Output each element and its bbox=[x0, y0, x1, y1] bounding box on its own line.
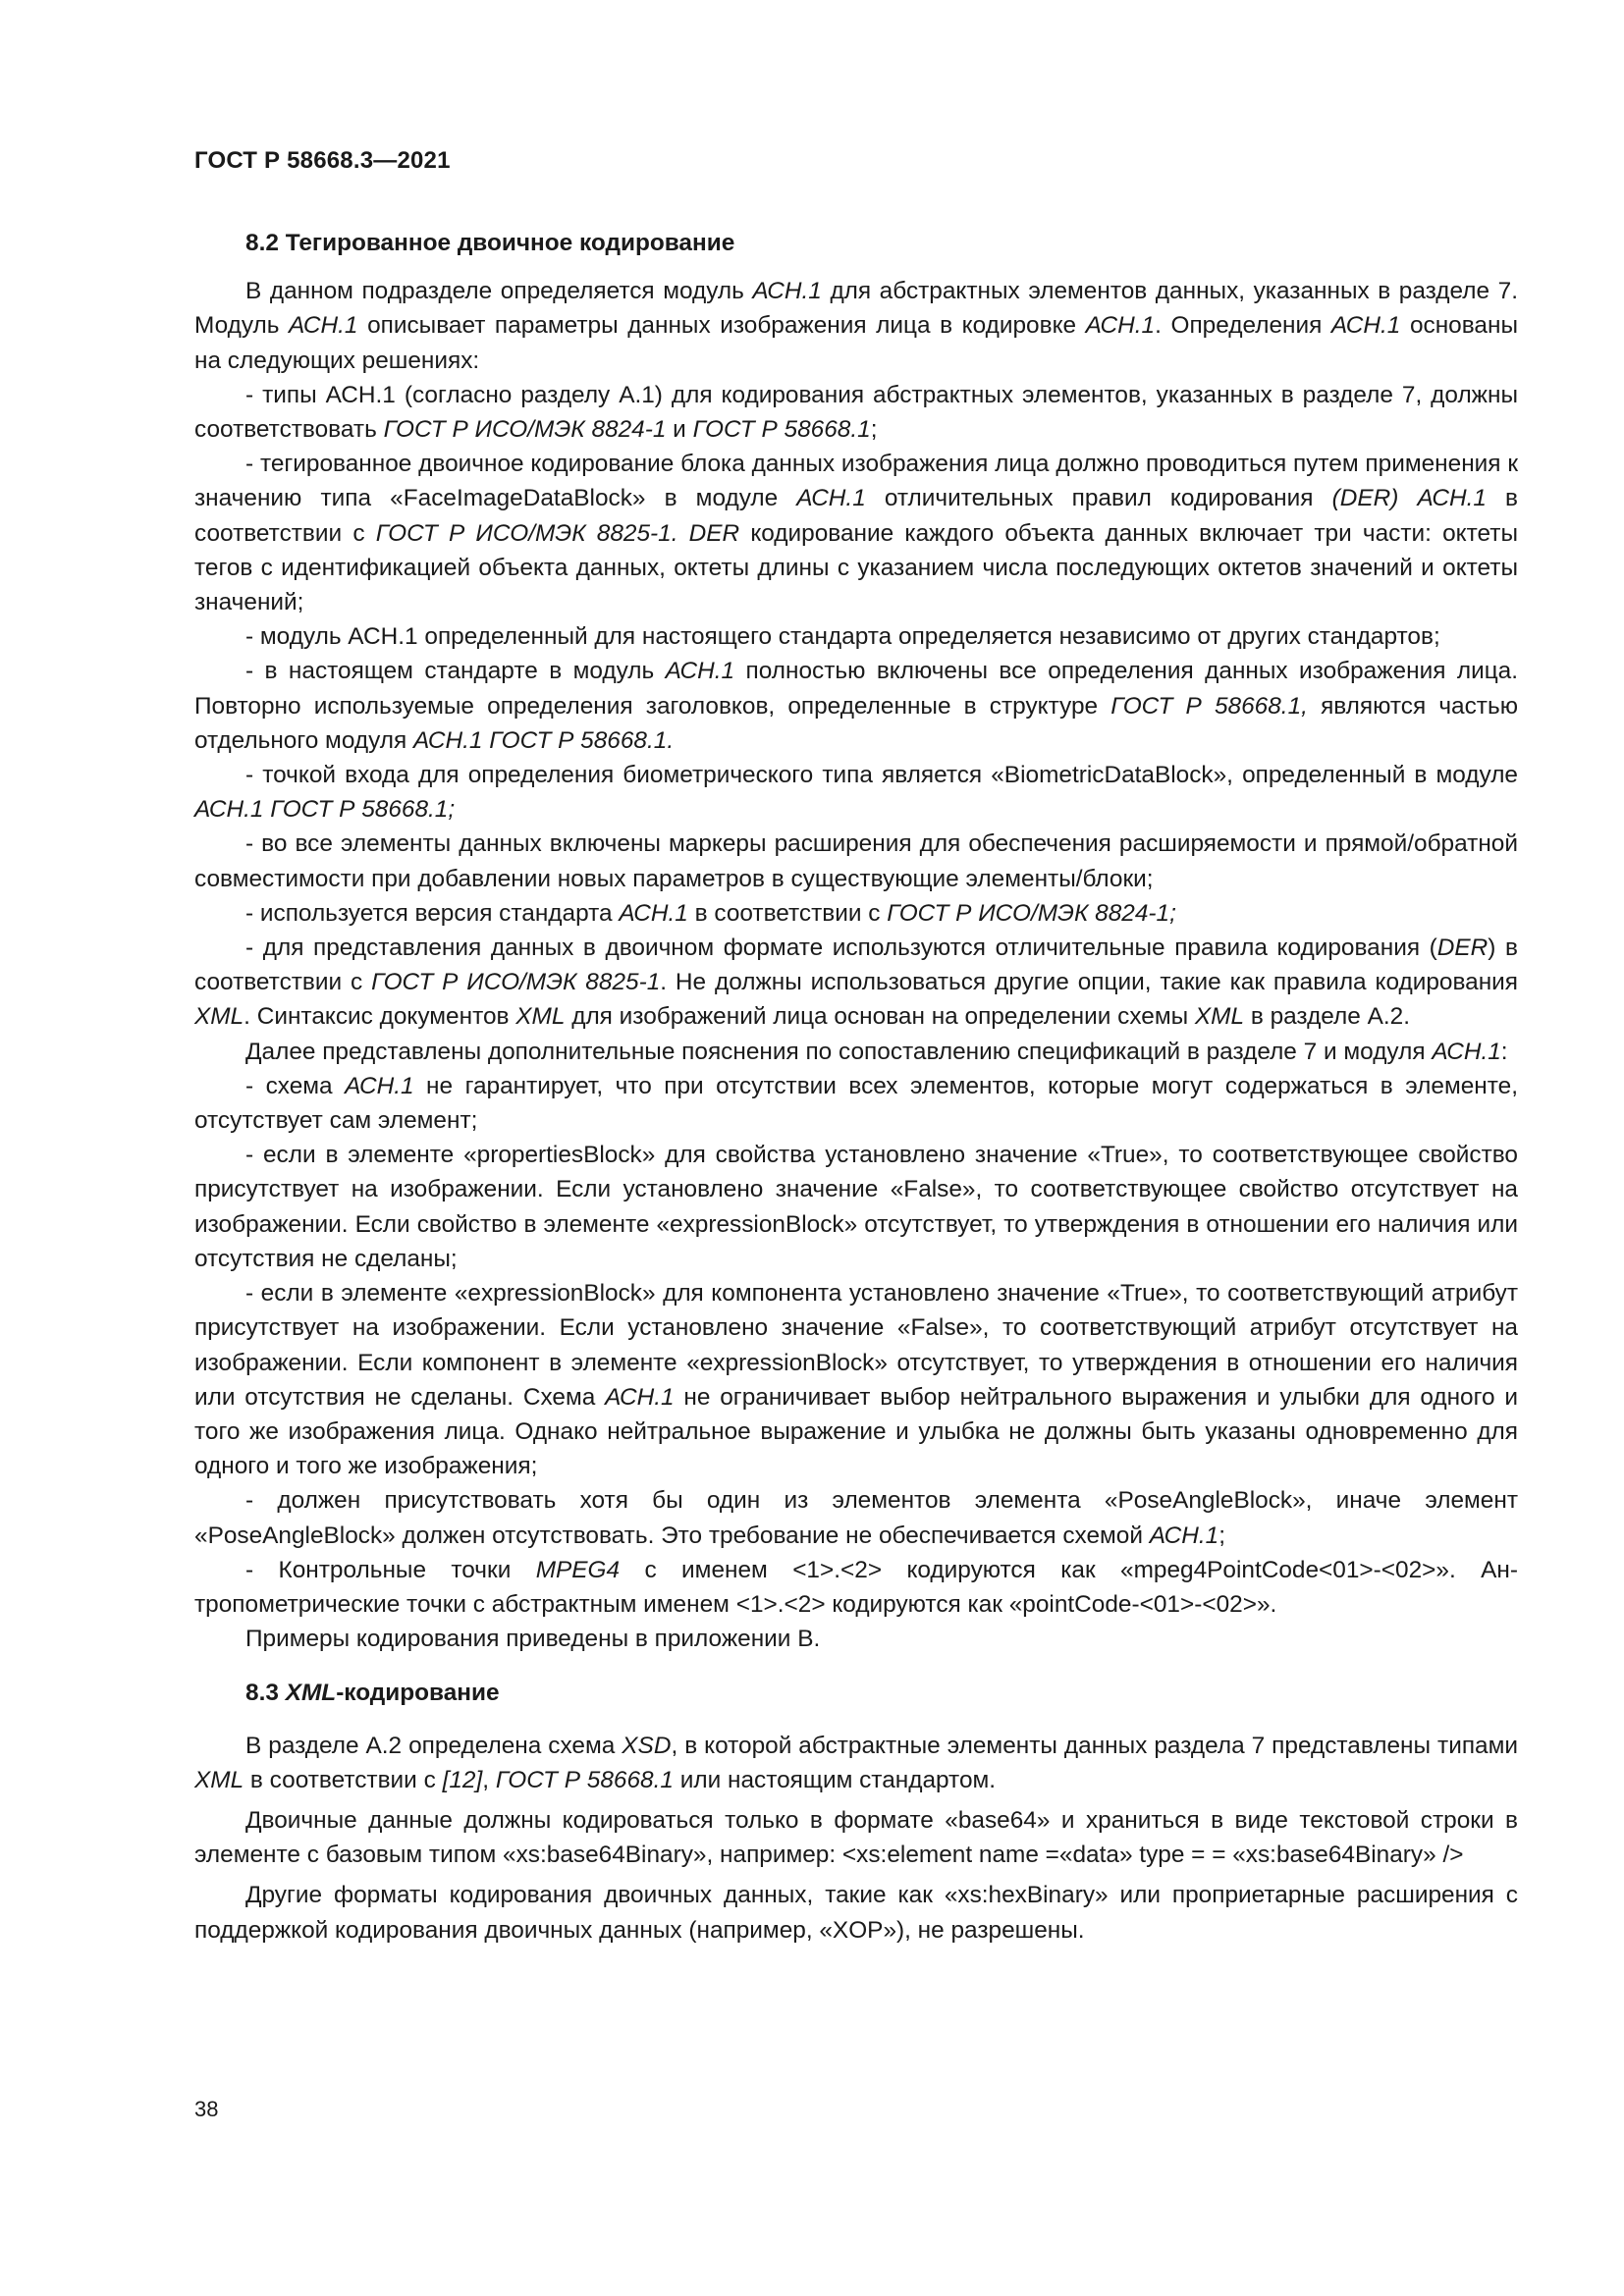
italic-term: АСН.1 bbox=[1085, 312, 1156, 340]
paragraph: - во все элементы данных включены маркеры расширения для обеспечения расширяемости и прямой/обратной совместимости при добавлении новых параметров в существующие элементы/блоки; bbox=[194, 830, 1518, 892]
italic-term: XML bbox=[194, 1766, 244, 1793]
paragraph: - для представления данных в двоичном формате используются отличительные правила кодирования (DER) в соответствии с ГОСТ Р ИСО/МЭК 8825-1. Не должны использоваться другие опции, такие как правила кодирования XML. Синтаксис документов XML для изображений лица основан на определении схемы XML в разделе А.2. bbox=[194, 934, 1519, 1031]
italic-term: XML bbox=[194, 1003, 244, 1031]
paragraph: - если в элементе «expressionBlock» для компонента установлено значение «True», то соответствующий атрибут присутствует на изображении. Если установлено значение «False», то соответствующий атрибут отсутствует на изображении. Если компонент в элементе «expressionBlock» отсутствует, то утверждения в отношении его наличия или отсутствия не сделаны. Схема АСН.1 не ограничивает выбор нейтрального выражения и улыбки для одного и того же изображения лица. Однако нейтральное выражение и улыбка не должны быть указаны одновременно для одного и того же изображения; bbox=[194, 1280, 1518, 1480]
italic-term: АСН.1 bbox=[1432, 1038, 1501, 1065]
italic-term: [12] bbox=[442, 1766, 483, 1793]
italic-term: ГОСТ Р 58668.1 bbox=[495, 1766, 674, 1793]
italic-term: ГОСТ Р ИСО/МЭК 8825-1 bbox=[371, 969, 661, 996]
italic-term: ГОСТ Р ИСО/МЭК 8825-1. DER bbox=[375, 519, 740, 547]
italic-term: ГОСТ Р ИСО/МЭК 8824-1 bbox=[383, 416, 667, 444]
section-8-2-body bbox=[194, 274, 1518, 1656]
paragraph: - точкой входа для определения биометрического типа является «BiometricDataBlock», определенный в модуле АСН.1 ГОСТ Р 58668.1; bbox=[194, 762, 1518, 824]
paragraph: Двоичные данные должны кодироваться только в формате «base64» и храниться в виде текстовой строки в элементе с базовым типом «xs:base64Binary», например: <xs:element name =«data» type = = «xs:base64Binary» /> bbox=[194, 1806, 1518, 1869]
paragraph: Далее представлены дополнительные пояснения по сопоставлению спецификаций в разделе 7 и модуля АСН.1: bbox=[245, 1038, 1508, 1065]
italic-term: АСН.1 bbox=[345, 1072, 414, 1099]
italic-term: ГОСТ Р 58668.1, bbox=[1110, 692, 1308, 720]
section-8-2-heading: 8.2 Тегированное двоичное кодирование bbox=[245, 230, 735, 256]
paragraph: Другие форматы кодирования двоичных данных, такие как «xs:hexBinary» или проприетарные расширения с поддержкой кодирования двоичных данных (например, «XOP»), не разрешены. bbox=[194, 1882, 1518, 1944]
paragraph: - типы АСН.1 (согласно разделу А.1) для кодирования абстрактных элементов, указанных в разделе 7, должны соответствовать ГОСТ Р ИСО/МЭК 8824-1 и ГОСТ Р 58668.1; bbox=[194, 381, 1518, 444]
italic-term: (DER) АСН.1 bbox=[1331, 485, 1487, 512]
italic-term: XSD bbox=[622, 1732, 672, 1759]
paragraph: В данном подразделе определяется модуль АСН.1 для абстрактных элементов данных, указанных в разделе 7. Модуль АСН.1 описывает параметры данных изображения лица в кодировке АСН.1. Определения АСН.1 основаны на следующих решениях: bbox=[194, 278, 1519, 374]
paragraph: - должен присутствовать хотя бы один из элементов элемента «PoseAngleBlock», иначе элемент «PoseAngleBlock» должен отсутствовать. Это требование не обеспечивается схемой АСН.1; bbox=[194, 1487, 1518, 1549]
paragraph: В разделе А.2 определена схема XSD, в которой абстрактные элементы данных раздела 7 представлены типами XML в соответствии с [12], ГОСТ Р 58668.1 или настоящим стандартом. bbox=[194, 1732, 1518, 1793]
paragraph: - если в элементе «propertiesBlock» для свойства установлено значение «True», то соответствующее свойство присутствует на изображении. Если установлено значение «False», то соответствующее свойство отсутствует на изображении. Если свойство в элементе «expressionBlock» отсутствует, то утверждения в отношении его наличия или отсутствия не сделаны; bbox=[194, 1142, 1518, 1272]
italic-term: АСН.1 bbox=[665, 658, 735, 685]
italic-term: АСН.1 bbox=[752, 278, 822, 305]
italic-term: АСН.1 bbox=[619, 899, 688, 927]
italic-term: АСН.1 bbox=[289, 312, 358, 340]
italic-term: АСН.1 bbox=[1149, 1522, 1219, 1549]
italic-term: АСН.1 ГОСТ Р 58668.1; bbox=[194, 796, 456, 824]
section-8-3-heading: 8.3 XML-кодирование bbox=[245, 1680, 500, 1707]
paragraph: - тегированное двоичное кодирование блока данных изображения лица должно проводиться путем применения к значению типа «FaceImageDataBlock» в модуле АСН.1 отличительных правил кодирования (DER) АСН.1 в соответствии с ГОСТ Р ИСО/МЭК 8825-1. DER кодирование каждого объекта данных включает три части: октеты тегов с идентификацией объекта данных, октеты длины с указанием числа последующих октетов значений и октеты значений; bbox=[194, 451, 1519, 616]
paragraph: - в настоящем стандарте в модуль АСН.1 полностью включены все определения данных изображения лица. Повторно используемые определения заголовков, определенные в структуре ГОСТ Р 58668.1, являются частью отдельного модуля АСН.1 ГОСТ Р 58668.1. bbox=[194, 658, 1519, 754]
document-body bbox=[194, 226, 1518, 1948]
italic-term: MPEG4 bbox=[535, 1556, 621, 1583]
italic-term: АСН.1 bbox=[1330, 312, 1401, 340]
page-number: 38 bbox=[194, 2097, 219, 2121]
paragraph: - Контрольные точки MPEG4 с именем <1>.<2> кодируются как «mpeg4PointCode<01>-<02>». Антропометрические точки с абстрактным именем <1>.<2> кодируются как «pointCode-<01>-<02>». bbox=[194, 1556, 1518, 1618]
paragraph: Примеры кодирования приведены в приложении В. bbox=[245, 1626, 821, 1653]
italic-term: АСН.1 ГОСТ Р 58668.1. bbox=[412, 726, 675, 754]
italic-term: DER bbox=[1436, 934, 1489, 962]
italic-term: XML bbox=[1194, 1003, 1245, 1031]
section-8-3-body bbox=[194, 1729, 1518, 1948]
paragraph: - схема АСН.1 не гарантирует, что при отсутствии всех элементов, которые могут содержаться в элементе, отсутствует сам элемент; bbox=[194, 1072, 1518, 1135]
italic-term: ГОСТ Р 58668.1 bbox=[692, 416, 871, 444]
italic-term: XML bbox=[515, 1003, 566, 1031]
italic-term: ГОСТ Р ИСО/МЭК 8824-1; bbox=[887, 899, 1176, 927]
paragraph: - используется версия стандарта АСН.1 в соответствии с ГОСТ Р ИСО/МЭК 8824-1; bbox=[245, 899, 1176, 927]
paragraph: - модуль АСН.1 определенный для настоящего стандарта определяется независимо от других стандартов; bbox=[245, 623, 1440, 651]
italic-term: АСН.1 bbox=[796, 485, 866, 512]
document-code-header: ГОСТ Р 58668.3—2021 bbox=[194, 147, 451, 174]
italic-term: АСН.1 bbox=[605, 1383, 675, 1411]
